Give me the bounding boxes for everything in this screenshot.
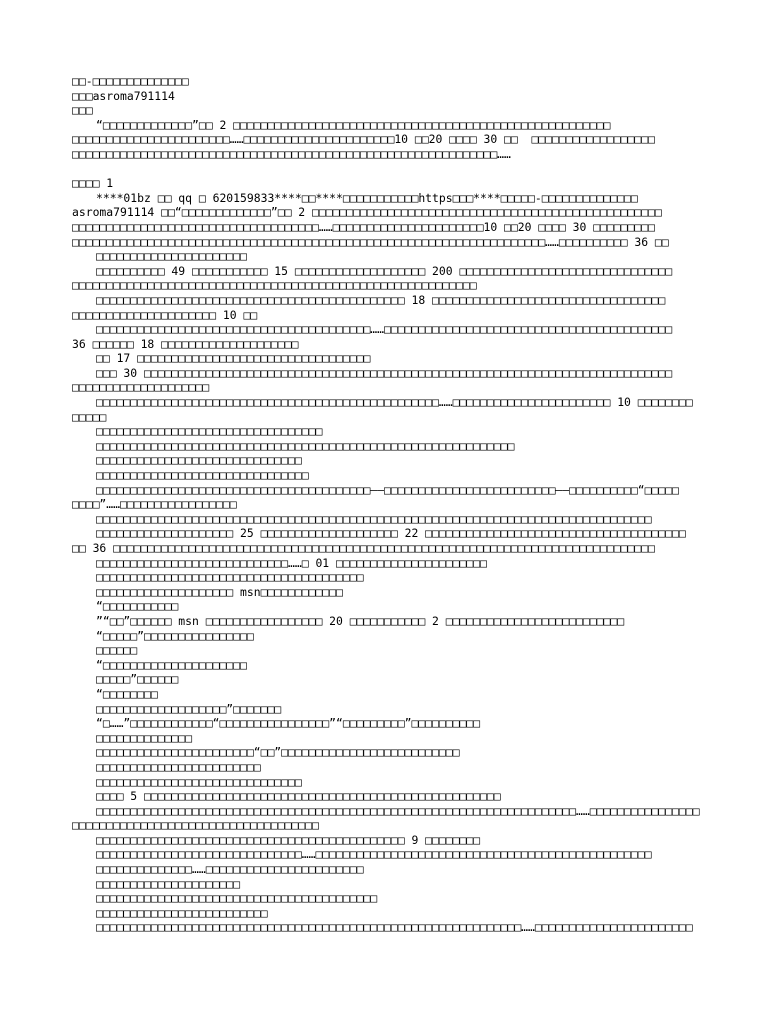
body-line: “□□□□□□□□□□□□□□□□□□□□□ [96,657,247,672]
body-line: □□□□ 5 □□□□□□□□□□□□□□□□□□□□□□□□□□□□□□□□□□□□□□□□□□□□□□□□□□□□ [96,789,501,804]
document-page [72,74,712,935]
body-line: □□□□□□□□□□□□□□□□□□□□□□□□ [96,759,261,774]
body-line: □□□□□□□□□□□□□□ [96,730,193,745]
body-line: □□□□□□□□□□□□□□□□□□□□□□□□□□□□□□□□□□□□□□□ [96,570,364,585]
body-line: □□□□□□□□□□□□□□□□□□□□□□□□□□□□□□□ [96,468,309,483]
body-line: □□□□□□□□□□□□□□□□□□□□□□□□□□□□□□□□□□□□□□□□□□□□□□□□□□□□□□□□□□□□□□□□□□□□□□……□□□□□□□□□□□□□□□□ [96,803,700,818]
body-line: □□□□□□□□□□□□□□□□□□□□□□□□□□□□□□□□□□□□□□□□□□□□□□□□□□□□□□□□□□□□□□□□□□□□□……□□□□□□□□□□ 36 □□ [72,234,669,249]
body-line: □□□□□□□□□□□□□□□□□□□□□□□□□□□□……□ 01 □□□□□□□□□□□□□□□□□□□□□□ [96,555,487,570]
body-line: □□□□□□□□□□□□□□□□□□□□□□□□□□□□□□□□□ [96,424,323,439]
blank-line [72,162,712,177]
body-line: □□□□□□□□□□□□□□□□□□□□ 25 □□□□□□□□□□□□□□□□□□□□ 22 □□□□□□□□□□□□□□□□□□□□□□□□□□□□□□□□□□□□□□ [96,526,686,541]
body-line: “□□□□□”□□□□□□□□□□□□□□□□ [96,628,254,643]
body-line: □□□□□□□□□□□□□□□□□□□□□□□□□□□□□□□□□□□□□□□□……□□□□□□□□□□□□□□□□□□□□□□□□□□□□□□□□□□□□□□□□□□ [96,322,673,337]
body-line: □□□□□□ [96,643,138,658]
body-line: ”“□□”□□□□□□ msn □□□□□□□□□□□□□□□□□ 20 □□□□□□□□□□□ 2 □□□□□□□□□□□□□□□□□□□□□□□□□□ [96,613,625,628]
doc-author: □□□asroma791114 [72,88,175,103]
body-line: □□□□□□□□□□□□□□□□□□□□□□□□□□□□□□□□□□□□□□□□□□□□□□□□□□□□□□□□□□□□□□□□□□□□□□□□□□□□□□□□□ [96,511,652,526]
doc-label: □□□ [72,103,93,118]
body-line: □□□□□ [72,409,107,424]
body-line: □□□□”……□□□□□□□□□□□□□□□□□ [72,497,237,512]
body-line: □□□□□□□□□□□□□□□□□□□□□□□□□□□□□□□□□□□□□□□□□□□□□ 9 □□□□□□□□ [96,832,481,847]
body-line: □□□□□□□□□□□□□□□□□□□”□□□□□□□ [96,701,282,716]
body-line: □□□□□□□□□□□□□□□□□□□□□□□□□□□□□□□□□□□□□□□□□□□□□□□□□□□□□□□□□□□□□ [96,438,515,453]
body-line: □□□□□□□□□□□□□□□□□□□□□ 10 □□ [72,307,258,322]
body-line: □□□□□□□□□□□□□□□□□□□□□□□□□□□□□□□□□□□□□□□□□□□□□□□□□□□□□□□□□□□□□□……□□□□□□□□□□□□□□□□□□□□□□□ [96,920,693,935]
body-line: □□□□□□□□□□□□□□□□□□□□□□□□□□□□□□ [96,774,302,789]
body-line: “□□□□□□□□□□□ [96,599,179,614]
intro-line: □□□□□□□□□□□□□□□□□□□□□□□……□□□□□□□□□□□□□□□□□□□□□□10 □□20 □□□□ 30 □□ □□□□□□□□□□□□□□□□□□ [72,132,655,147]
body-line: □□□□□□□□□□□□□□□□□□□□□□□“□□”□□□□□□□□□□□□□□□□□□□□□□□□□□ [96,745,460,760]
body-line: □□ 36 □□□□□□□□□□□□□□□□□□□□□□□□□□□□□□□□□□□□□□□□□□□□□□□□□□□□□□□□□□□□□□□□□□□□□□□□□□□□□□□ [72,541,655,555]
body-line: “□□□□□□□□ [96,686,158,701]
body-line: □□□□□□□□□□□□□□□□□□□□□□□□□□□□□□□□□□□□□□□□□ [96,891,378,906]
body-line: □□□□□□□□□□□□□□□□□□□□□□□□□□□□□□ [96,453,302,468]
body-line: asroma791114 □□“□□□□□□□□□□□□□”□□ 2 □□□□□□□□□□□□□□□□□□□□□□□□□□□□□□□□□□□□□□□□□□□□□□□□□□□ [72,205,662,220]
body-line: □□□□□□□□□□□□□□□□□□□□□□□□□□□□□□□□□□□□ [72,818,319,833]
body-line: □□□□□□□□□□ 49 □□□□□□□□□□□ 15 □□□□□□□□□□□□□□□□□□□ 200 □□□□□□□□□□□□□□□□□□□□□□□□□□□□□□□ [96,263,673,278]
intro-line: □□□□□□□□□□□□□□□□□□□□□□□□□□□□□□□□□□□□□□□□□□□□□□□□□□□□□□□□□□□□□□…… [72,146,511,161]
body-line: □□□□□□□□□□□□□□□□□□□□□□□□□□□□□□□□□□□□……□□□□□□□□□□□□□□□□□□□□□□10 □□20 □□□□ 30 □□□□□□□□□ [72,219,655,234]
body-line: □□□□□□□□□□□□□□□□□□□□□□ [96,249,247,264]
body-line: □□□□□□□□□□□□□□□□□□□□ msn□□□□□□□□□□□□ [96,584,343,599]
body-line: □□□□□”□□□□□□ [96,672,179,687]
body-line: 36 □□□□□□ 18 □□□□□□□□□□□□□□□□□□□□ [72,336,299,351]
body-line: ****01bz □□ qq □ 620159833****□□****□□□□□□□□□□□https□□□****□□□□□-□□□□□□□□□□□□□□ [96,190,638,205]
body-line: □□□□□□□□□□□□□□□□□□□□□□□□□□□□□□□□□□□□□□□□□□□□□□□□□□……□□□□□□□□□□□□□□□□□□□□□□□ 10 □□□□□□□□ [96,395,693,410]
body-line: □□□ 30 □□□□□□□□□□□□□□□□□□□□□□□□□□□□□□□□□□□□□□□□□□□□□□□□□□□□□□□□□□□□□□□□□□□□□□□□□□□□□ [96,365,673,380]
body-line: □□□□□□□□□□□□□□□□□□□□□□□□□□□□□□□□□□□□□□□□——□□□□□□□□□□□□□□□□□□□□□□□□□——□□□□□□□□□□“□□□□□ [96,482,679,497]
body-line: □□ 17 □□□□□□□□□□□□□□□□□□□□□□□□□□□□□□□□□□ [96,351,371,366]
body-line: □□□□□□□□□□□□□□□□□□□□ [72,380,210,395]
section-heading: □□□□ 1 [72,176,114,191]
body-line: □□□□□□□□□□□□□□□□□□□□□□□□□□□□□□□□□□□□□□□□□□□□□ 18 □□□□□□□□□□□□□□□□□□□□□□□□□□□□□□□□□□ [96,292,666,307]
body-line: □□□□□□□□□□□□□□……□□□□□□□□□□□□□□□□□□□□□□□ [96,862,364,877]
body-line: □□□□□□□□□□□□□□□□□□□□□□□□□ [96,905,268,920]
doc-title: □□-□□□□□□□□□□□□□□ [72,74,189,88]
body-line: “□……”□□□□□□□□□□□□“□□□□□□□□□□□□□□□□”“□□□□□□□□□”□□□□□□□□□□ [96,716,481,731]
body-line: □□□□□□□□□□□□□□□□□□□□□□□□□□□□□□□□□□□□□□□□□□□□□□□□□□□□□□□□□□□ [72,278,477,293]
intro-line: “□□□□□□□□□□□□□”□□ 2 □□□□□□□□□□□□□□□□□□□□□□□□□□□□□□□□□□□□□□□□□□□□□□□□□□□□□□□ [96,117,611,132]
body-line: □□□□□□□□□□□□□□□□□□□□□□□□□□□□□□……□□□□□□□□□□□□□□□□□□□□□□□□□□□□□□□□□□□□□□□□□□□□□□□□□ [96,847,652,862]
body-line: □□□□□□□□□□□□□□□□□□□□□ [96,876,241,891]
